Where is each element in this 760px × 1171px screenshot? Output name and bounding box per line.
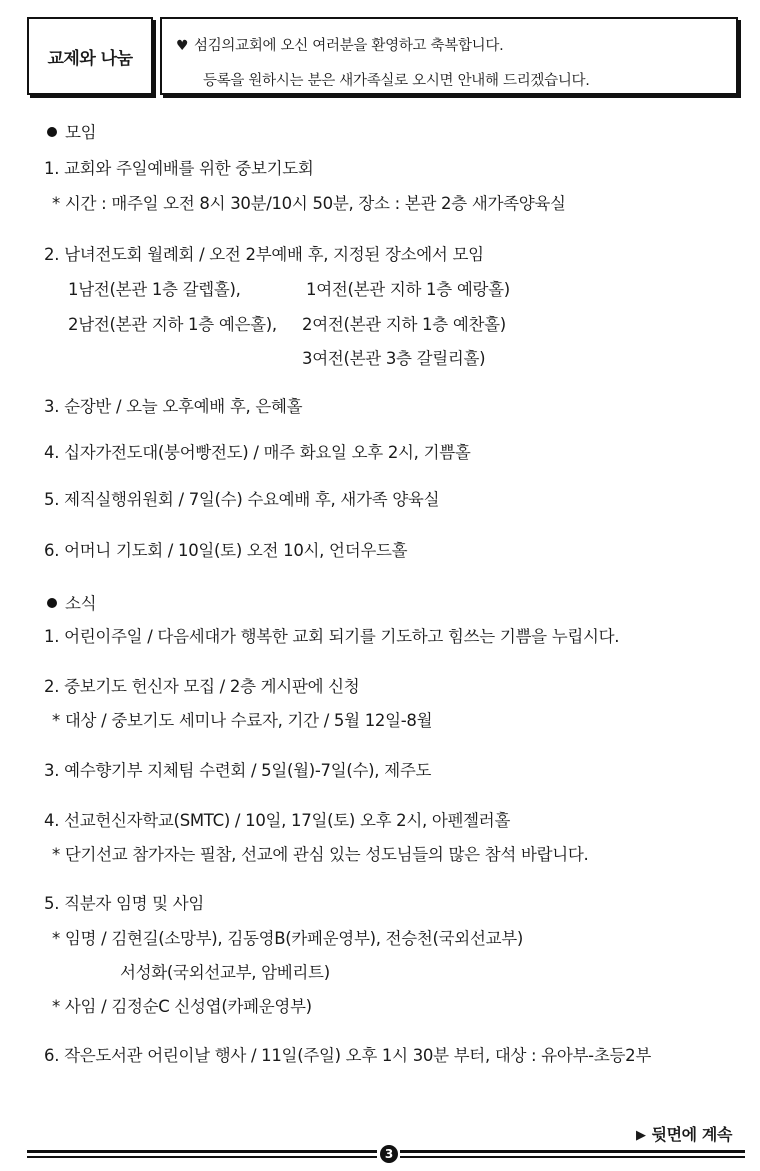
news-detail: * 임명 / 김현길(소망부), 김동영B(카페운영부), 전승천(국외선교부) [52,929,524,948]
welcome-box [160,17,738,95]
meeting-item: 5. 제직실행위원회 / 7일(수) 수요예배 후, 새가족 양육실 [44,490,440,509]
meeting-item: 4. 십자가전도대(붕어빵전도) / 매주 화요일 오후 2시, 기쁨홀 [44,443,471,462]
news-detail: 서성화(국외선교부, 암베리트) [120,963,330,982]
meeting-detail: 1여전(본관 지하 1층 예랑홀) [306,280,510,299]
continue-label: 뒷면에 계속 [651,1125,732,1144]
news-item: 2. 중보기도 헌신자 모집 / 2층 게시판에 신청 [44,677,360,696]
triangle-right-icon: ▶ [635,1128,646,1143]
news-item: 1. 어린이주일 / 다음세대가 행복한 교회 되기를 기도하고 힘쓰는 기쁨을 누립시다. [44,627,620,646]
meeting-item: 2. 남녀전도회 월례회 / 오전 2부예배 후, 지정된 장소에서 모임 [44,245,484,264]
meeting-detail: 2여전(본관 지하 1층 예찬홀) [302,315,506,334]
meeting-detail: 1남전(본관 1층 갈렙홀), [68,280,241,299]
news-item: 5. 직분자 임명 및 사임 [44,894,205,913]
welcome-text: 섬김의교회에 오신 여러분을 환영하고 축복합니다. [194,38,504,54]
bullet-icon [47,127,57,137]
heart-icon: ♥ [176,38,189,54]
meeting-item: 3. 순장반 / 오늘 오후예배 후, 은혜홀 [44,397,303,416]
footer-rule-left [27,1150,377,1158]
welcome-line [176,34,503,55]
meeting-item: 1. 교회와 주일예배를 위한 중보기도회 [44,159,314,178]
section-title-box [27,17,153,95]
meeting-item: 6. 어머니 기도회 / 10일(토) 오전 10시, 언더우드홀 [44,541,408,560]
meeting-detail: 2남전(본관 지하 1층 예은홀), [68,315,277,334]
meeting-detail: 3여전(본관 3층 갈릴리홀) [302,349,486,368]
news-item: 6. 작은도서관 어린이날 행사 / 11일(주일) 오후 1시 30분 부터, 대상 : 유아부-초등2부 [44,1046,651,1065]
news-item: 3. 예수향기부 지체팀 수련회 / 5일(월)-7일(수), 제주도 [44,761,432,780]
news-detail: * 단기선교 참가자는 필참, 선교에 관심 있는 성도님들의 많은 참석 바랍니다. [52,845,589,864]
section-title: 교제와 나눔 [47,48,133,69]
news-item: 4. 선교헌신자학교(SMTC) / 10일, 17일(토) 오후 2시, 아펜젤러홀 [44,811,511,830]
news-detail: * 대상 / 중보기도 세미나 수료자, 기간 / 5월 12일-8월 [52,711,433,730]
page-number: 3 [380,1145,398,1163]
registration-note: 등록을 원하시는 분은 새가족실로 오시면 안내해 드리겠습니다. [203,73,590,89]
meetings-heading: 모임 [47,123,96,143]
news-detail: * 사임 / 김정순C 신성엽(카페운영부) [52,997,312,1016]
continue-on-back [636,1122,732,1145]
footer-rule-right [400,1150,745,1158]
meeting-detail: * 시간 : 매주일 오전 8시 30분/10시 50분, 장소 : 본관 2층 새가족양육실 [52,194,566,213]
news-heading: 소식 [47,594,96,614]
bullet-icon [47,598,57,608]
